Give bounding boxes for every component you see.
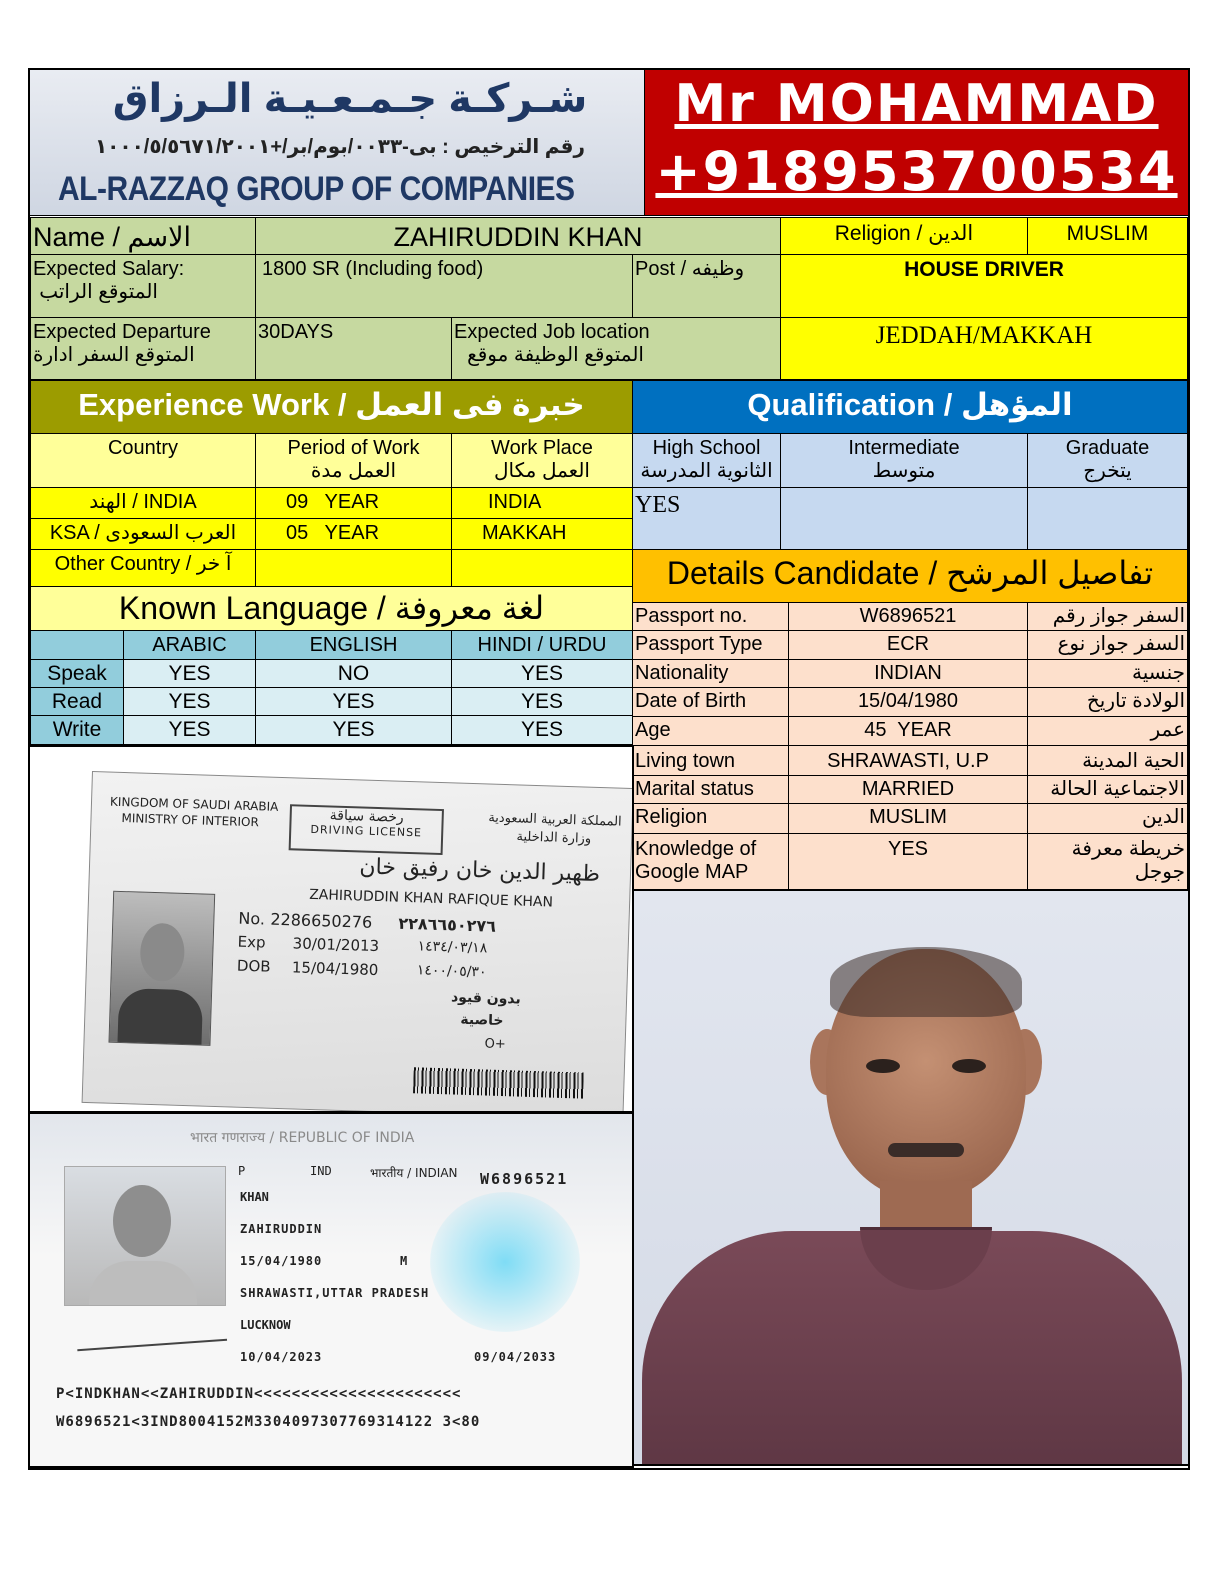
lang-row-write-label: Write	[30, 715, 124, 745]
exp-header-period-en: Period of Work	[287, 437, 420, 459]
lang-read-hindi: YES	[451, 687, 633, 716]
departure-value: 30DAYS	[255, 317, 452, 380]
detail-religion-label: Religion	[632, 803, 789, 834]
qual-high-school-en: High School	[652, 437, 761, 459]
detail-passport-no-value: W6896521	[788, 602, 1028, 631]
company-logo	[30, 70, 645, 216]
detail-passport-no-ar: السفر جواز رقم	[1027, 602, 1188, 631]
qual-intermediate-en: Intermediate	[848, 437, 960, 459]
license-title-box	[289, 804, 444, 855]
passport-top: भारत गणराज्य / REPUBLIC OF INDIA	[190, 1130, 415, 1146]
detail-nationality-label: Nationality	[632, 659, 789, 688]
departure-label-ar: المتوقع السفر ادارة	[33, 344, 195, 366]
detail-passport-type-value: ECR	[788, 630, 1028, 660]
candidate-eye-left	[866, 1059, 900, 1073]
license-exp-label: Exp	[237, 932, 266, 952]
lang-read-arabic: YES	[123, 687, 256, 716]
exp-header-country: Country	[30, 433, 256, 488]
passport-mrz-1: P<INDKHAN<<ZAHIRUDDIN<<<<<<<<<<<<<<<<<<<<<<	[56, 1386, 462, 1402]
detail-marital-value: MARRIED	[788, 775, 1028, 804]
license-no-value: 2286650276	[270, 909, 373, 932]
lang-header-arabic: ARABIC	[123, 630, 256, 660]
qualification-title: Qualification / المؤهل	[632, 380, 1188, 434]
company-english-name: AL-RAZZAQ GROUP OF COMPANIES	[58, 170, 575, 208]
lang-write-hindi: YES	[451, 715, 633, 745]
license-photo-body	[118, 988, 204, 1045]
passport-date-of-issue: 10/04/2023	[240, 1350, 323, 1364]
detail-google-map-value: YES	[788, 833, 1028, 890]
detail-nationality-value: INDIAN	[788, 659, 1028, 688]
lang-row-read-label: Read	[30, 687, 124, 716]
passport-card	[30, 1114, 634, 1468]
religion-value: MUSLIM	[1027, 217, 1188, 255]
detail-marital-label: Marital status	[632, 775, 789, 804]
lang-write-arabic: YES	[123, 715, 256, 745]
license-right-ar-1: المملكة العربية السعودية	[488, 810, 622, 830]
detail-religion-value: MUSLIM	[788, 803, 1028, 834]
license-card	[82, 771, 634, 1113]
exp-header-place-ar: العمل مكال	[494, 460, 590, 482]
departure-label	[30, 317, 256, 380]
exp-row-2-period: 05 YEAR	[255, 518, 452, 550]
exp-row-2-country: KSA / العرب السعودى	[30, 518, 256, 550]
qual-header-intermediate	[780, 433, 1028, 488]
contact-phone: +918953700534	[655, 140, 1178, 203]
passport-code: IND	[310, 1164, 332, 1178]
license-ministry: MINISTRY OF INTERIOR	[121, 810, 260, 830]
lang-speak-arabic: YES	[123, 659, 256, 688]
license-exp-value: 30/01/2013	[292, 934, 380, 956]
lang-read-english: YES	[255, 687, 452, 716]
detail-google-map-label: Knowledge of Google MAP	[632, 833, 789, 890]
salary-value: 1800 SR (Including food)	[255, 254, 633, 318]
lang-header-english: ENGLISH	[255, 630, 452, 660]
contact-box	[645, 70, 1188, 216]
name-label: Name / الاسم	[30, 217, 256, 255]
religion-label: Religion / الدين	[780, 217, 1028, 255]
detail-dob-ar: الولادة تاريخ	[1027, 687, 1188, 717]
details-title: Details Candidate / تفاصيل المرشح	[632, 549, 1188, 603]
lang-header-hindi-urdu: HINDI / URDU	[451, 630, 633, 660]
qual-header-high-school	[632, 433, 781, 488]
exp-row-3-place	[451, 549, 633, 587]
passport-hologram	[430, 1192, 580, 1332]
license-restriction-ar: بدون قيود	[450, 989, 522, 1008]
qual-intermediate-ar: متوسط	[872, 460, 936, 482]
license-line: رقم الترخيص : بى-٠٠٣٣/بوم/بر/+١٠٠٠/٥/٥٦٧١/٢٠٠١	[94, 136, 586, 158]
candidate-eye-right	[952, 1059, 986, 1073]
passport-date-of-expiry: 09/04/2033	[474, 1350, 557, 1364]
job-location-label	[451, 317, 781, 380]
license-photo-face	[139, 923, 185, 982]
lang-speak-hindi: YES	[451, 659, 633, 688]
detail-age-label: Age	[632, 716, 789, 746]
detail-living-town-label: Living town	[632, 745, 789, 776]
exp-row-2-place: MAKKAH	[451, 518, 633, 550]
candidate-hair	[830, 947, 1022, 1017]
detail-passport-type-ar: السفر جواز نوع	[1027, 630, 1188, 660]
language-title: Known Language / لغة معروفة	[30, 586, 633, 631]
exp-header-place-en: Work Place	[491, 437, 593, 459]
passport-dob: 15/04/1980	[240, 1254, 323, 1268]
qual-intermediate-value	[780, 487, 1028, 550]
qual-high-school-value: YES	[632, 487, 781, 550]
passport-mrz-2: W6896521<3IND8004152M3304097307769314122 3<80	[56, 1414, 481, 1430]
lang-row-speak-label: Speak	[30, 659, 124, 688]
exp-row-3-country: Other Country / آ خر	[30, 549, 256, 587]
qual-graduate-ar: يتخرج	[1083, 460, 1132, 482]
detail-dob-label: Date of Birth	[632, 687, 789, 717]
qual-graduate-value	[1027, 487, 1188, 550]
experience-title: Experience Work / خبرة فى العمل	[30, 380, 633, 434]
passport-sex: M	[400, 1254, 408, 1268]
license-no-value-ar: ٢٢٨٦٦٥٠٢٧٦	[398, 913, 497, 936]
detail-living-town-value: SHRAWASTI, U.P	[788, 745, 1028, 776]
license-type-ar: خاصية	[460, 1011, 504, 1030]
exp-header-period-ar: العمل مدة	[310, 460, 397, 482]
passport-signature	[75, 1305, 227, 1351]
license-title-ar: رخصة سياقة	[329, 807, 404, 826]
lang-header-blank	[30, 630, 124, 660]
detail-passport-no-label: Passport no.	[632, 602, 789, 631]
qual-graduate-en: Graduate	[1065, 437, 1150, 459]
detail-age-value: 45 YEAR	[788, 716, 1028, 746]
post-label: Post / وظيفه	[632, 254, 781, 318]
detail-google-map-ar: خريطة معرفة جوجل	[1027, 833, 1188, 890]
qual-header-graduate	[1027, 433, 1188, 488]
qual-high-school-ar: الثانوية المدرسة	[640, 460, 773, 482]
salary-label-en: Expected Salary:	[33, 258, 185, 280]
driving-license-image	[28, 745, 634, 1113]
license-title-en: DRIVING LICENSE	[310, 822, 423, 840]
license-holder-en: ZAHIRUDDIN KHAN RAFIQUE KHAN	[308, 886, 554, 911]
passport-photo-face	[113, 1185, 171, 1257]
passport-place-of-issue: LUCKNOW	[240, 1318, 291, 1332]
job-location-label-en: Expected Job location	[454, 321, 650, 343]
license-holder-ar: ظهير الدين خان رفيق خان	[359, 854, 601, 888]
candidate-photo	[632, 889, 1190, 1466]
exp-header-period	[255, 433, 452, 488]
passport-surname: KHAN	[240, 1190, 269, 1204]
license-dob-label: DOB	[236, 956, 271, 976]
job-location-label-ar: المتوقع الوظيفة موقع	[467, 344, 644, 366]
exp-row-1-period: 09 YEAR	[255, 487, 452, 519]
departure-label-en: Expected Departure	[33, 321, 211, 343]
lang-speak-english: NO	[255, 659, 452, 688]
job-location-value: JEDDAH/MAKKAH	[780, 317, 1188, 380]
detail-dob-value: 15/04/1980	[788, 687, 1028, 717]
passport-type: P	[238, 1164, 246, 1178]
salary-label-ar: المتوقع الراتب	[39, 281, 158, 303]
license-right-ar-2: وزارة الداخلية	[516, 829, 592, 847]
candidate-mustache	[888, 1143, 964, 1157]
passport-place-of-birth: SHRAWASTI,UTTAR PRADESH	[240, 1286, 430, 1300]
salary-label	[30, 254, 256, 318]
license-photo	[108, 891, 215, 1046]
detail-passport-type-label: Passport Type	[632, 630, 789, 660]
passport-image	[28, 1112, 634, 1468]
passport-number: W6896521	[480, 1170, 569, 1188]
license-dob-value-ar: ١٤٠٠/٠٥/٣٠	[416, 962, 487, 981]
license-no-label: No.	[238, 908, 266, 929]
passport-given-name: ZAHIRUDDIN	[240, 1222, 323, 1236]
name-value: ZAHIRUDDIN KHAN	[255, 217, 781, 255]
passport-nationality: भारतीय / INDIAN	[370, 1166, 458, 1180]
license-exp-value-ar: ١٤٣٤/٠٣/١٨	[417, 938, 488, 957]
license-blood: O+	[484, 1036, 506, 1053]
lang-write-english: YES	[255, 715, 452, 745]
contact-name: Mr MOHAMMAD	[674, 74, 1159, 134]
detail-nationality-ar: جنسية	[1027, 659, 1188, 688]
detail-religion-ar: الدين	[1027, 803, 1188, 834]
exp-row-3-period	[255, 549, 452, 587]
detail-living-town-ar: الحية المدينة	[1027, 745, 1188, 776]
exp-row-1-place: INDIA	[451, 487, 633, 519]
detail-age-ar: عمر	[1027, 716, 1188, 746]
license-kingdom: KINGDOM OF SAUDI ARABIA	[109, 794, 279, 814]
exp-header-place	[451, 433, 633, 488]
exp-row-1-country: الهند / INDIA	[30, 487, 256, 519]
company-arabic-name: شـركـة جـمـعـيـة الـرزاق	[112, 77, 588, 121]
passport-photo-body	[89, 1261, 197, 1305]
post-value: HOUSE DRIVER	[780, 254, 1188, 318]
license-barcode	[413, 1067, 584, 1098]
passport-photo	[64, 1166, 226, 1306]
detail-marital-ar: الاجتماعية الحالة	[1027, 775, 1188, 804]
license-dob-value: 15/04/1980	[291, 958, 379, 980]
